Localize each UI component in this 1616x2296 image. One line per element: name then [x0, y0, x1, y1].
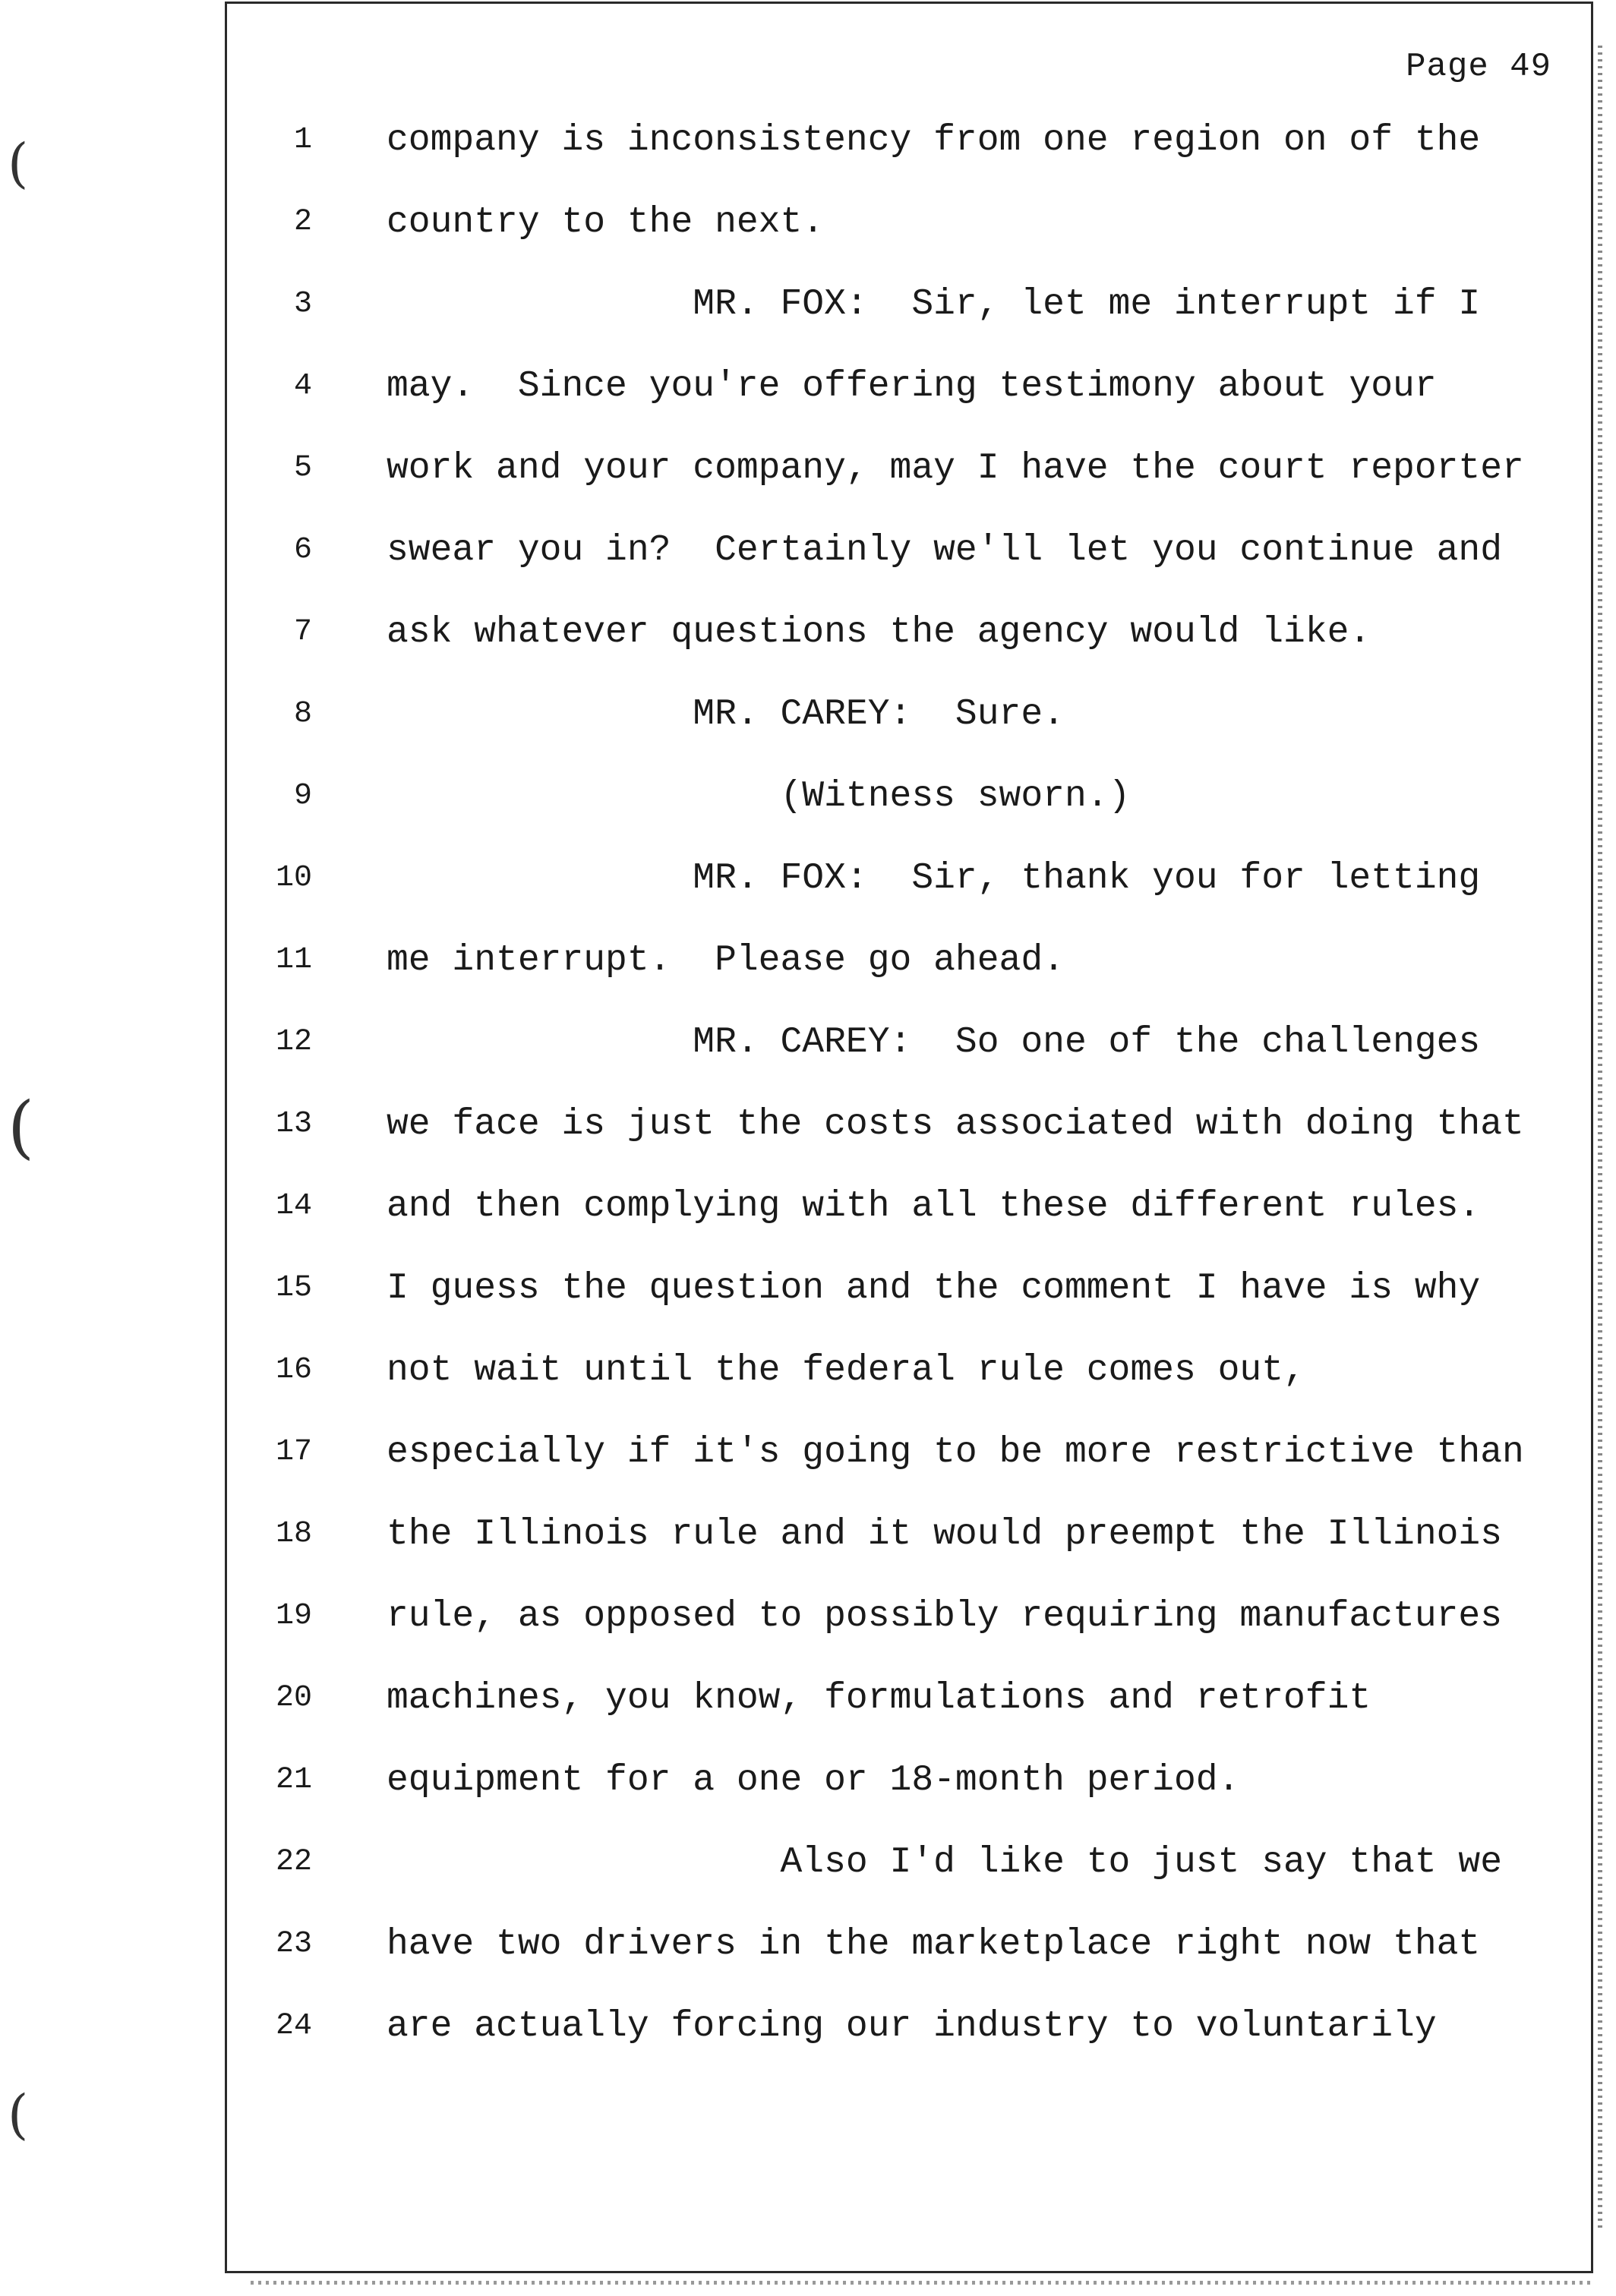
- transcript-line: [227, 1512, 1591, 1557]
- line-text: especially if it's going to be more restrictive than: [387, 1432, 1524, 1473]
- transcript-line: [227, 938, 1591, 983]
- transcript-line: [227, 200, 1591, 245]
- scan-edge-right: [1598, 46, 1602, 2232]
- line-text: (Witness sworn.): [387, 776, 1131, 817]
- transcript-line: [227, 364, 1591, 409]
- transcript-line: [227, 856, 1591, 901]
- line-text: ask whatever questions the agency would like.: [387, 612, 1371, 653]
- line-number: 5: [293, 451, 312, 485]
- transcript-line: [227, 692, 1591, 737]
- line-text: me interrupt. Please go ahead.: [387, 940, 1065, 981]
- transcript-line: [227, 1922, 1591, 1967]
- line-text: may. Since you're offering testimony about your: [387, 366, 1437, 407]
- transcript-line: [227, 1840, 1591, 1885]
- transcript-line: [227, 610, 1591, 655]
- transcript-line: [227, 1102, 1591, 1147]
- line-number: 10: [275, 861, 312, 895]
- line-text: are actually forcing our industry to voluntarily: [387, 2006, 1437, 2047]
- line-number: 6: [293, 533, 312, 567]
- line-number: 20: [275, 1681, 312, 1715]
- line-text: MR. FOX: Sir, thank you for letting: [387, 858, 1481, 899]
- line-text: Also I'd like to just say that we: [387, 1842, 1503, 1883]
- scan-edge-bottom: [251, 2281, 1595, 2285]
- line-number: 12: [275, 1025, 312, 1059]
- line-text: machines, you know, formulations and retrofit: [387, 1678, 1371, 1719]
- transcript-page: [225, 2, 1593, 2273]
- line-number: 7: [293, 615, 312, 649]
- line-text: have two drivers in the marketplace right now that: [387, 1924, 1481, 1965]
- transcript-line: [227, 1266, 1591, 1311]
- line-number: 22: [275, 1845, 312, 1879]
- line-text: not wait until the federal rule comes out,: [387, 1350, 1305, 1391]
- transcript-line: [227, 528, 1591, 573]
- line-number: 8: [293, 697, 312, 731]
- transcript-line: [227, 1184, 1591, 1229]
- line-number: 15: [275, 1271, 312, 1305]
- transcript-line: [227, 1430, 1591, 1475]
- transcript-line: [227, 1758, 1591, 1803]
- line-text: work and your company, may I have the court reporter: [387, 448, 1524, 489]
- binder-hole-mark-top: (: [8, 132, 29, 194]
- transcript-line: [227, 118, 1591, 163]
- line-number: 3: [293, 287, 312, 321]
- line-number: 1: [293, 123, 312, 157]
- line-number: 19: [275, 1599, 312, 1633]
- line-number: 14: [275, 1189, 312, 1223]
- line-number: 23: [275, 1927, 312, 1961]
- line-text: country to the next.: [387, 202, 825, 243]
- line-text: MR. CAREY: So one of the challenges: [387, 1022, 1481, 1063]
- line-number: 11: [275, 943, 312, 977]
- line-text: equipment for a one or 18-month period.: [387, 1760, 1240, 1801]
- binder-hole-mark-bottom: (: [8, 2083, 29, 2146]
- line-number: 21: [275, 1763, 312, 1797]
- line-text: company is inconsistency from one region on of the: [387, 120, 1481, 161]
- line-number: 24: [275, 2009, 312, 2043]
- transcript-line: [227, 774, 1591, 819]
- line-number: 13: [275, 1107, 312, 1141]
- line-number: 4: [293, 369, 312, 403]
- transcript-line: [227, 1594, 1591, 1639]
- page-number: Page 49: [1406, 48, 1551, 86]
- line-number: 18: [275, 1517, 312, 1551]
- line-number: 9: [293, 779, 312, 813]
- line-text: we face is just the costs associated with doing that: [387, 1104, 1524, 1145]
- line-text: and then complying with all these different rules.: [387, 1186, 1481, 1227]
- transcript-line: [227, 446, 1591, 491]
- line-text: swear you in? Certainly we'll let you continue and: [387, 530, 1503, 571]
- transcript-line: [227, 1348, 1591, 1393]
- transcript-line: [227, 282, 1591, 327]
- line-text: rule, as opposed to possibly requiring manufactures: [387, 1596, 1503, 1637]
- binder-hole-mark-middle: (: [8, 1087, 35, 1167]
- transcript-line: [227, 2004, 1591, 2049]
- line-text: the Illinois rule and it would preempt the Illinois: [387, 1514, 1503, 1555]
- line-number: 16: [275, 1353, 312, 1387]
- line-number: 2: [293, 205, 312, 239]
- transcript-line: [227, 1676, 1591, 1721]
- line-text: I guess the question and the comment I have is why: [387, 1268, 1481, 1309]
- line-text: MR. FOX: Sir, let me interrupt if I: [387, 284, 1481, 325]
- line-text: MR. CAREY: Sure.: [387, 694, 1065, 735]
- transcript-line: [227, 1020, 1591, 1065]
- line-number: 17: [275, 1435, 312, 1469]
